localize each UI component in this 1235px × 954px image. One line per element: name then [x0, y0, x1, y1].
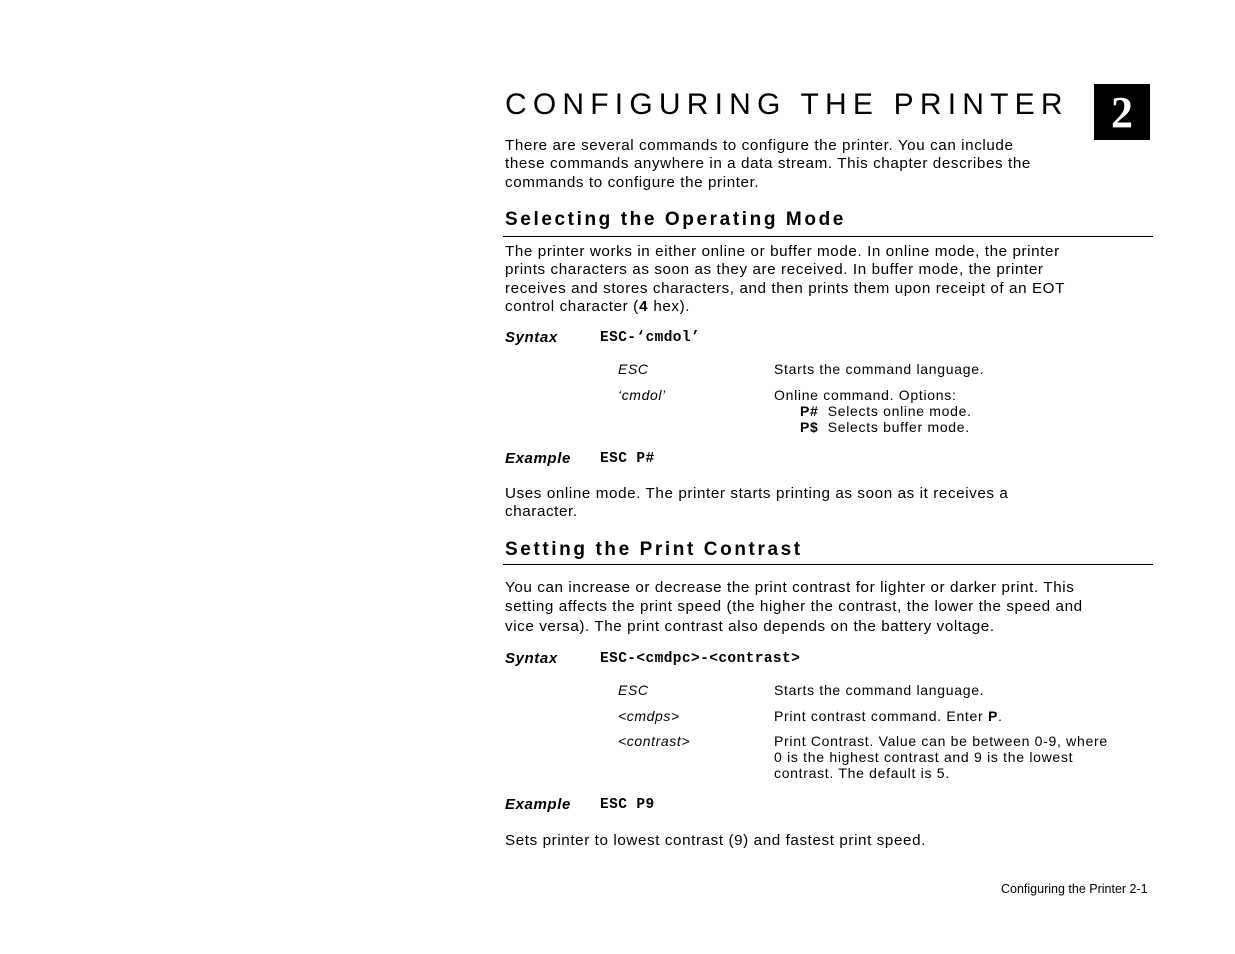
body-line: Uses online mode. The printer starts printing as soon as it receives a [505, 485, 1009, 502]
example-description [505, 832, 926, 850]
option-text: Selects buffer mode. [827, 419, 970, 436]
param-description-text: Print contrast command. Enter [774, 708, 988, 724]
option-text: Selects online mode. [827, 403, 972, 420]
intro-paragraph [505, 137, 1031, 192]
page-footer: Configuring the Printer 2-1 [1001, 882, 1148, 896]
section-heading-print-contrast: Setting the Print Contrast [505, 539, 803, 560]
body-line: setting affects the print speed (the higher the contrast, the lower the speed and [505, 598, 1083, 616]
body-line: character. [505, 503, 578, 521]
param-name: <cmdps> [618, 708, 680, 724]
syntax-code: ESC-‘cmdol’ [600, 330, 701, 346]
print-contrast-paragraph [505, 578, 1083, 636]
intro-line: commands to configure the printer. [505, 173, 760, 191]
option-row [774, 419, 972, 435]
body-line: receives and stores characters, and then prints them upon receipt of an EOT [505, 279, 1065, 297]
body-line: The printer works in either online or buffer mode. In online mode, the printer [505, 243, 1060, 260]
option-code: P$ [800, 419, 819, 436]
param-description-line: Print Contrast. Value can be between 0-9, where [774, 733, 1108, 749]
syntax-label: Syntax [505, 650, 558, 667]
param-description [774, 733, 1108, 782]
example-code: ESC P9 [600, 797, 655, 813]
section-divider [503, 564, 1153, 565]
intro-line: There are several commands to configure the printer. You can include [505, 137, 1014, 154]
body-line: You can increase or decrease the print contrast for lighter or darker print. This [505, 579, 1075, 596]
example-description [505, 485, 1008, 522]
param-description-line: Online command. Options: [774, 387, 957, 403]
syntax-code: ESC-<cmdpc>-<contrast> [600, 651, 801, 667]
param-name: ESC [618, 682, 649, 698]
param-description-line: contrast. The default is 5. [774, 765, 950, 782]
page-title: CONFIGURING THE PRINTER [505, 88, 1069, 121]
body-line [505, 298, 1065, 316]
param-name: ‘cmdol’ [618, 387, 666, 403]
option-code: P# [800, 403, 819, 420]
param-description: Starts the command language. [774, 361, 985, 377]
inline-code: 4 [638, 298, 649, 317]
example-label: Example [505, 450, 571, 467]
param-description-line: 0 is the highest contrast and 9 is the lowest [774, 749, 1074, 766]
body-line: Sets printer to lowest contrast (9) and fastest print speed. [505, 832, 926, 849]
section-heading-operating-mode: Selecting the Operating Mode [505, 209, 846, 230]
param-description: Starts the command language. [774, 682, 985, 698]
body-line: vice versa). The print contrast also depends on the battery voltage. [505, 617, 995, 635]
param-description [774, 387, 972, 436]
param-description [774, 708, 1003, 724]
example-label: Example [505, 796, 571, 813]
param-description-text: . [998, 708, 1003, 724]
intro-line: these commands anywhere in a data stream. This chapter describes the [505, 155, 1031, 173]
option-row [774, 403, 972, 419]
body-line: prints characters as soon as they are received. In buffer mode, the printer [505, 261, 1044, 279]
syntax-label: Syntax [505, 329, 558, 346]
inline-code: P [987, 708, 999, 724]
operating-mode-paragraph [505, 243, 1065, 317]
section-divider [503, 236, 1153, 237]
param-name: <contrast> [618, 733, 691, 749]
example-code: ESC P# [600, 451, 655, 467]
body-text: hex). [648, 298, 691, 316]
body-text: control character ( [505, 298, 639, 316]
chapter-number-badge: 2 [1094, 84, 1150, 140]
param-name: ESC [618, 361, 649, 377]
